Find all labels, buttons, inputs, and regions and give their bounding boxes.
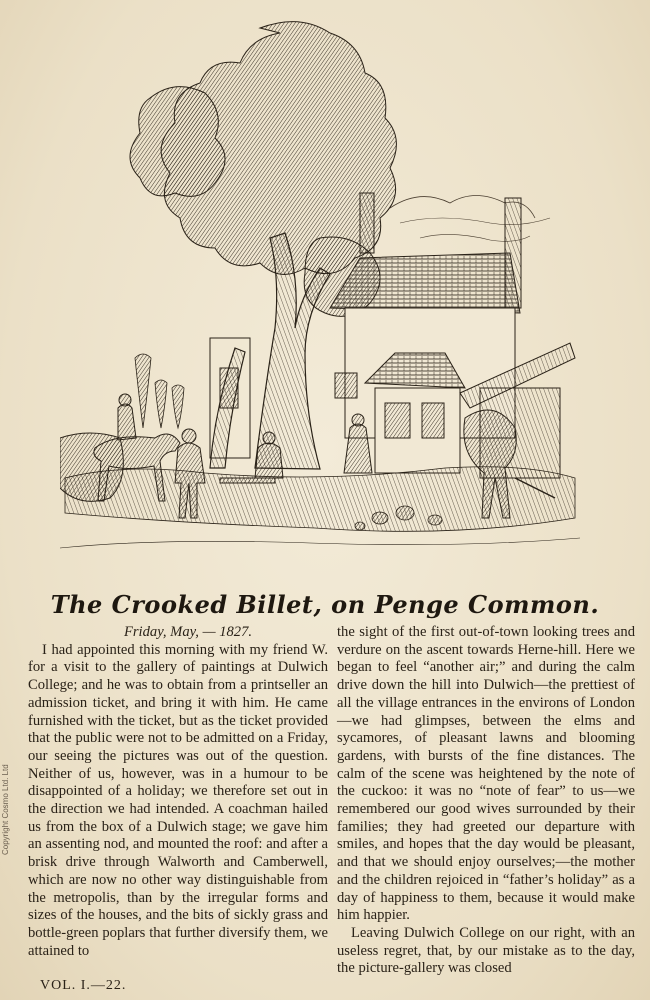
dateline: Friday, May, — 1827. bbox=[123, 624, 253, 640]
copyright-watermark: Copyright Cosmo Ltd. Ltd bbox=[1, 764, 10, 856]
volume-footer: VOL. I.—22. bbox=[40, 978, 127, 993]
paragraph-1-continued: the sight of the first out-of-town looking trees and verdure on the ascent towards Herne-hill. Here we began to feel “another air;” and during the calm drive down the hill into Dulwich—the prettiest of all the village entrances in the environs of London—we had glimpses, between the elms and sycamores, of pleasant lawns and blooming gardens, with bursts of the fine distances. The calm of the scene was heightened by the note of the cuckoo: it was no “note of fear” to us—we remembered our good wives surrounded by their families; they had greeted our departure with smiles, and hopes that the day would be pleasant, and that we should enjoy ourselves;—the mother and the children rejoiced in “father’s holiday” as a day of happiness to them, because it would make him happier. bbox=[337, 624, 635, 924]
paragraph-2: Leaving Dulwich College on our right, with an useless regret, that, by our mistake as to the day, the picture-gallery was closed bbox=[337, 924, 635, 977]
right-column bbox=[337, 624, 635, 978]
paragraph-1: I had appointed this morning with my friend W. for a visit to the gallery of paintings at Dulwich College; and he was to obtain from a printseller an admission ticket, and bring it with him. He came furnished with the ticket, but as the ticket provided that the public were not to be admitted on a Friday, our seeing the pictures was out of the question. Neither of us, however, was in a humour to be disappointed of a holiday; we therefore set out in the direction we had intended. A coachman hailed us from the box of a Dulwich stage; we gave him an assenting nod, and mounted the roof: and after a brisk drive through Walworth and Camberwell, which are now no other way distinguishable from the metropolis, than by the irregular forms and sizes of the houses, and the bits of sickly grass and bottle-green poplars that further diversify them, we attained to bbox=[28, 641, 328, 959]
article-title: The Crooked Billet, on Penge Common. bbox=[50, 590, 600, 619]
left-column bbox=[28, 624, 328, 960]
engraving-illustration bbox=[60, 8, 580, 578]
